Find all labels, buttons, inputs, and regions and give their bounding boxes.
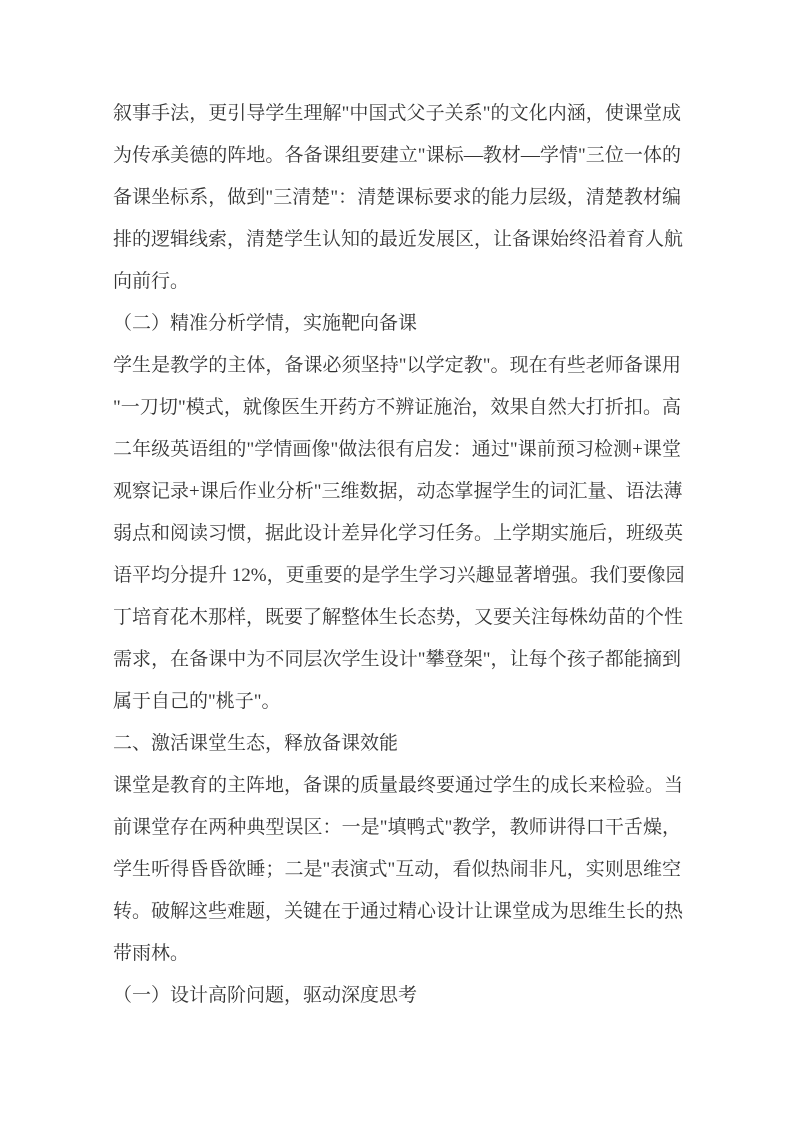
text-line: 属于自己的"桃子"。: [113, 691, 281, 712]
text-line: 向前行。: [113, 271, 190, 292]
heading-line: 二、激活课堂生态，释放备课效能: [113, 733, 399, 754]
text-line: 丁培育花木那样，既要了解整体生长态势，又要关注每株幼苗的个性: [113, 607, 684, 628]
text-line: 带雨林。: [113, 943, 190, 964]
text-line: 观察记录+课后作业分析"三维数据，动态掌握学生的词汇量、语法薄: [113, 481, 683, 502]
subheading-line: （一）设计高阶问题，驱动深度思考: [113, 985, 418, 1006]
text-line: 前课堂存在两种典型误区：一是"填鸭式"教学，教师讲得口干舌燥，: [113, 817, 681, 838]
text-line: 课堂是教育的主阵地，备课的质量最终要通过学生的成长来检验。当: [113, 775, 684, 796]
text-line: 学生听得昏昏欲睡；二是"表演式"互动，看似热闹非凡，实则思维空: [113, 859, 681, 880]
text-line: 二年级英语组的"学情画像"做法很有启发：通过"课前预习检测+课堂: [113, 439, 681, 460]
text-line: 学生是教学的主体，备课必须坚持"以学定教"。现在有些老师备课用: [113, 355, 681, 376]
text-line: 需求，在备课中为不同层次学生设计"攀登架"，让每个孩子都能摘到: [113, 649, 681, 670]
text-line: 转。破解这些难题，关键在于通过精心设计让课堂成为思维生长的热: [113, 901, 684, 922]
subheading-line: （二）精准分析学情，实施靶向备课: [113, 313, 418, 334]
text-line: 语平均分提升 12%，更重要的是学生学习兴趣显著增强。我们要像园: [113, 565, 685, 586]
text-line: 弱点和阅读习惯，据此设计差异化学习任务。上学期实施后，班级英: [113, 523, 684, 544]
text-line: 备课坐标系，做到"三清楚"：清楚课标要求的能力层级，清楚教材编: [113, 187, 681, 208]
text-line: "一刀切"模式，就像医生开药方不辨证施治，效果自然大打折扣。高: [113, 397, 681, 418]
text-line: 排的逻辑线索，清楚学生认知的最近发展区，让备课始终沿着育人航: [113, 229, 684, 250]
document-text: [113, 93, 685, 1017]
text-line: 叙事手法，更引导学生理解"中国式父子关系"的文化内涵，使课堂成: [113, 103, 681, 124]
text-line: 为传承美德的阵地。各备课组要建立"课标—教材—学情"三位一体的: [113, 145, 681, 166]
